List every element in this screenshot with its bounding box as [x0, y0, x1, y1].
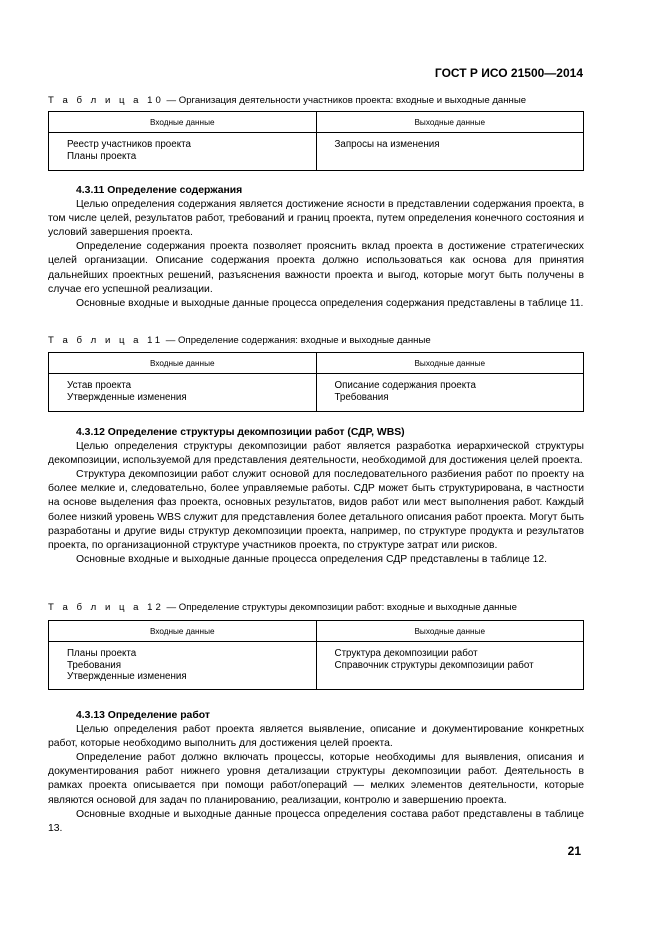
list-item: Требования: [334, 391, 389, 403]
page-number: 21: [567, 844, 581, 858]
table-12: [48, 620, 584, 690]
output-cell: [316, 133, 584, 171]
table-label: Т а б л и ц а 11: [48, 335, 164, 346]
list-item: Реестр участников проекта: [67, 139, 191, 150]
section-4-3-13: [48, 709, 584, 836]
table-title: — Определение содержания: входные и выходные данные: [165, 335, 431, 346]
table-header-row: [49, 112, 584, 133]
column-header-input: Входные данные: [49, 112, 317, 133]
table-row: [49, 642, 584, 690]
column-header-output: Выходные данные: [316, 353, 584, 374]
list-item: Требования: [67, 659, 122, 671]
paragraph: Целью определения содержания является достижение ясности в представлении содержания проекта, в том числе целей, результатов работ, требований и границ проекта, путем определения конечного состояния и условий завершения проекта.: [48, 199, 584, 239]
table-11: [48, 352, 584, 412]
input-cell: [49, 133, 317, 171]
table-title: — Определение структуры декомпозиции работ: входные и выходные данные: [166, 602, 518, 613]
table-12-caption: [48, 602, 517, 613]
section-title: 4.3.11 Определение содержания: [76, 185, 243, 196]
section-title: 4.3.12 Определение структуры декомпозиции работ (СДР, WBS): [76, 427, 405, 438]
section-4-3-11: [48, 184, 584, 311]
column-header-output: Выходные данные: [316, 621, 584, 642]
paragraph: Определение содержания проекта позволяет прояснить вклад проекта в достижение стратегических целей организации. Описание содержания проекта должно использоваться как основа для принятия дальнейших проектных решений, разъяснения важности проекта и выгод, которые могут быть получены в случае его успешной реализации.: [48, 241, 584, 295]
paragraph: Целью определения структуры декомпозиции работ является разработка иерархической структуры декомпозиции, используемой для представления деятельности, необходимой для достижения целей проекта.: [48, 441, 584, 467]
list-item: Планы проекта: [67, 150, 137, 162]
table-row: [49, 374, 584, 412]
table-10: [48, 111, 584, 171]
paragraph: Основные входные и выходные данные процесса определения содержания представлены в таблице 11.: [76, 297, 584, 309]
document-code: ГОСТ Р ИСО 21500—2014: [434, 66, 583, 80]
paragraph: Основные входные и выходные данные процесса определения СДР представлены в таблице 12.: [76, 553, 548, 565]
column-header-input: Входные данные: [49, 353, 317, 374]
paragraph: Целью определения работ проекта является выявление, описание и документирование конкретных работ, которые необходимо выполнить для достижения целей проекта.: [48, 724, 584, 750]
table-title: — Организация деятельности участников проекта: входные и выходные данные: [166, 95, 527, 106]
table-header-row: [49, 621, 584, 642]
section-title: 4.3.13 Определение работ: [76, 710, 210, 721]
paragraph: Структура декомпозиции работ служит основой для последовательного разбиения работ по проекту на более мелкие и, следовательно, более управляемые работы. СДР может быть структурирована, в частности на основе выделения фаз проекта, основных результатов, видов работ или мест выполнения работ. Каждый более низкий уровень WBS служит для представления более детального описания работ проекта. Могут быть разработаны и другие виды структур декомпозиции проекта, например, по структуре продукта и результатов проекта, по организационной структуре участников проекта, по структуре затрат или рисков.: [48, 469, 584, 551]
list-item: Запросы на изменения: [334, 139, 440, 150]
input-cell: [49, 374, 317, 412]
list-item: Утвержденные изменения: [67, 671, 187, 682]
paragraph: Определение работ должно включать процессы, которые необходимы для выявления, описания и документирования работ нижнего уровня детализации структуры декомпозиции работ. Деятельность в рамках проекта описывается при помощи работ/операций — мелких элементов деятельности, которые являются основой для задач по планированию, реализации, контролю и завершению проекта.: [48, 752, 584, 806]
list-item: Утвержденные изменения: [67, 391, 187, 403]
table-header-row: [49, 353, 584, 374]
section-4-3-12: [48, 426, 584, 567]
table-11-caption: [48, 335, 431, 346]
list-item: Справочник структуры декомпозиции работ: [334, 659, 534, 671]
table-label: Т а б л и ц а 10: [48, 95, 164, 106]
table-10-caption: [48, 95, 526, 106]
paragraph: Основные входные и выходные данные процесса определения состава работ представлены в таблице 13.: [48, 808, 584, 834]
output-cell: [316, 374, 584, 412]
column-header-input: Входные данные: [49, 621, 317, 642]
list-item: Структура декомпозиции работ: [334, 648, 478, 659]
list-item: Планы проекта: [67, 648, 137, 659]
input-cell: [49, 642, 317, 690]
output-cell: [316, 642, 584, 690]
column-header-output: Выходные данные: [316, 112, 584, 133]
list-item: Описание содержания проекта: [334, 380, 476, 391]
table-row: [49, 133, 584, 171]
table-label: Т а б л и ц а 12: [48, 602, 164, 613]
list-item: Устав проекта: [67, 380, 132, 391]
